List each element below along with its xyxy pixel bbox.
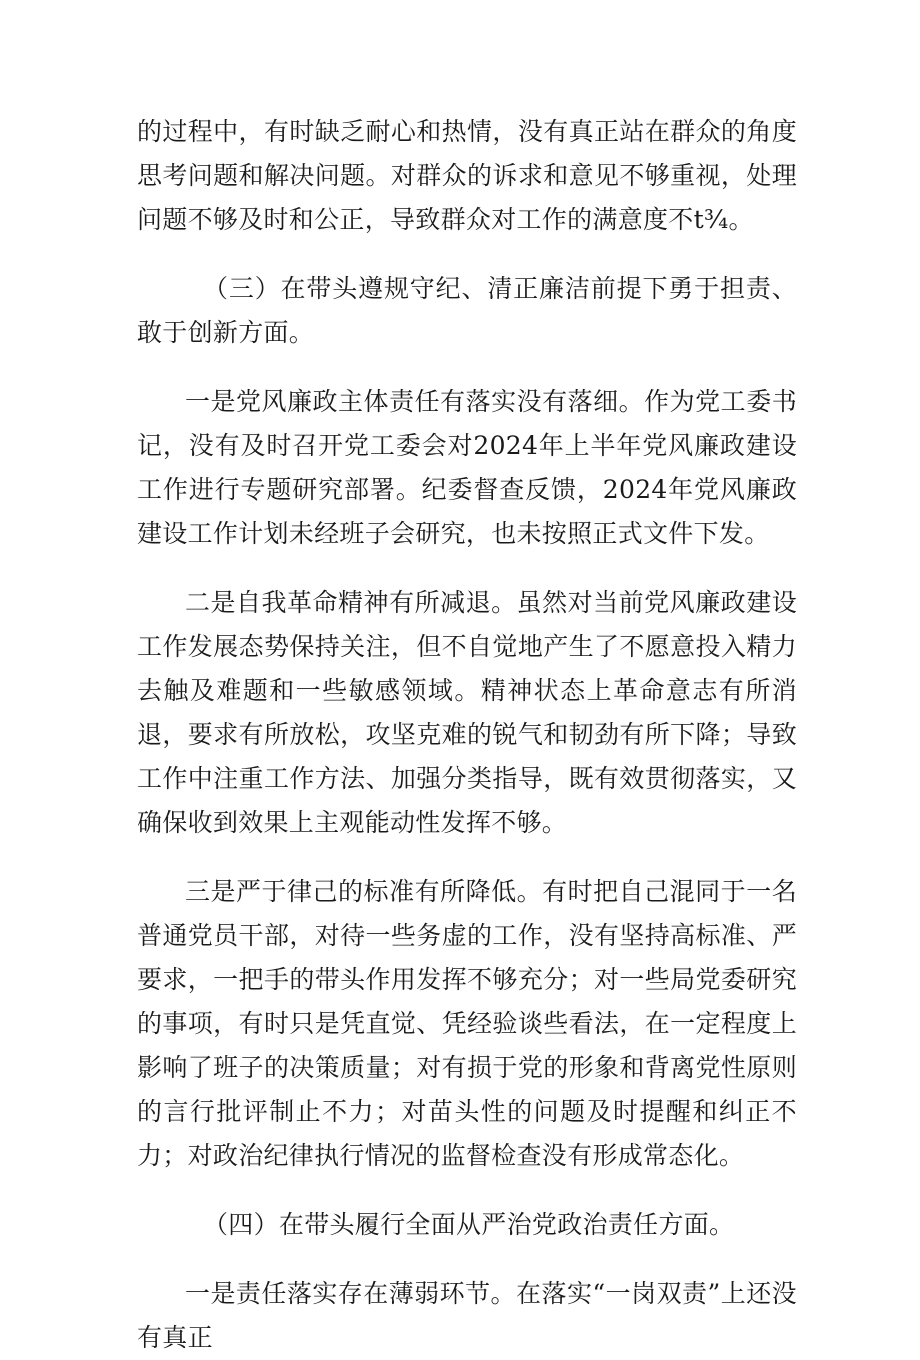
paragraph-point-one-section-four: 一是责任落实存在薄弱环节。在落实“一岗双责”上还没有真正 xyxy=(137,1279,797,1352)
paragraph-continuation: 的过程中，有时缺乏耐心和热情，没有真正站在群众的角度思考问题和解决问题。对群众的诉求和意见不够重视，处理问题不够及时和公正，导致群众对工作的满意度不t¾。 xyxy=(137,117,797,234)
paragraph-point-two: 二是自我革命精神有所减退。虽然对当前党风廉政建设工作发展态势保持关注，但不自觉地产生了不愿意投入精力去触及难题和一些敏感领域。精神状态上革命意志有所消退，要求有所放松，攻坚克难的锐气和韧劲有所下降；导致工作中注重工作方法、加强分类指导，既有效贯彻落实，又确保收到效果上主观能动性发挥不够。 xyxy=(137,588,797,837)
paragraph-point-three: 三是严于律己的标准有所降低。有时把自己混同于一名普通党员干部，对待一些务虚的工作，没有坚持高标准、严要求，一把手的带头作用发挥不够充分；对一些局党委研究的事项，有时只是凭直觉、凭经验谈些看法，在一定程度上影响了班子的决策质量；对有损于党的形象和背离党性原则的言行批评制止不力；对苗头性的问题及时提醒和纠正不力；对政治纪律执行情况的监督检查没有形成常态化。 xyxy=(137,877,797,1170)
document-body xyxy=(137,110,797,1360)
paragraph-point-one: 一是党风廉政主体责任有落实没有落细。作为党工委书记，没有及时召开党工委会对2024年上半年党风廉政建设工作进行专题研究部署。纪委督查反馈，2024年党风廉政建设工作计划未经班子会研究，也未按照正式文件下发。 xyxy=(137,387,797,548)
section-heading-four: （四）在带头履行全面从严治党政治责任方面。 xyxy=(203,1210,735,1239)
section-heading-three: （三）在带头遵规守纪、清正廉洁前提下勇于担责、敢于创新方面。 xyxy=(137,274,797,347)
